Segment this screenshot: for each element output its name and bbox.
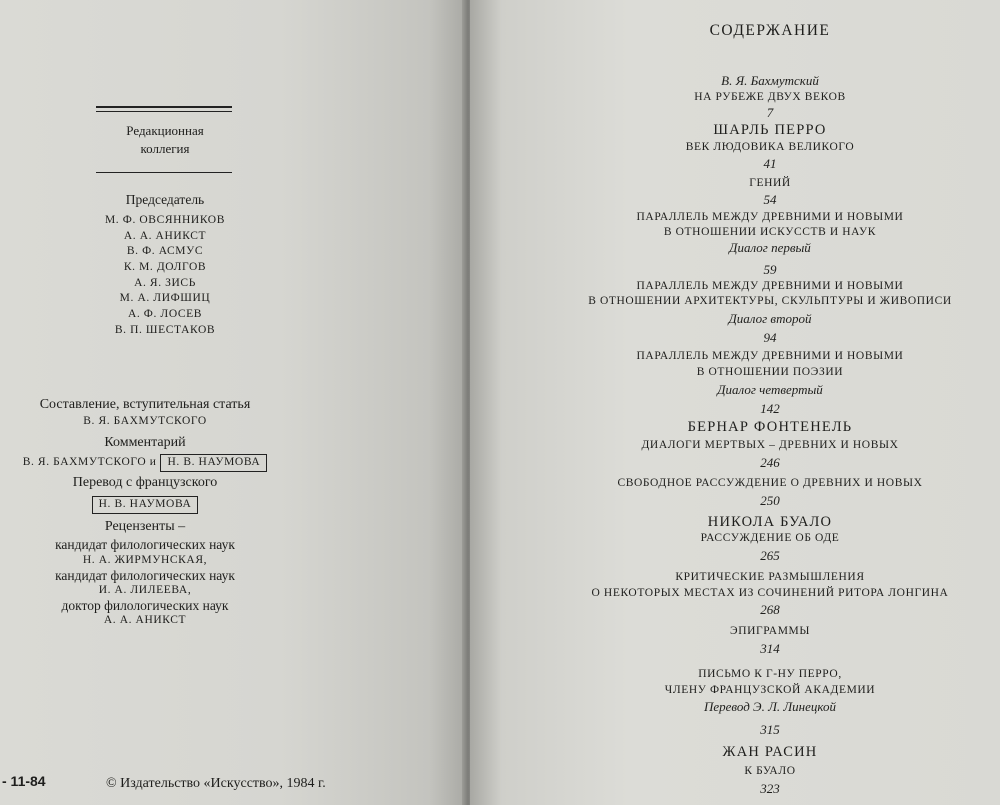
toc-page-number: 41 — [763, 156, 777, 171]
toc-page-number: 250 — [760, 493, 780, 508]
translation-label: Перевод с французского — [72, 475, 218, 490]
toc-title: ДИАЛОГИ МЕРТВЫХ – ДРЕВНИХ И НОВЫХ — [641, 439, 899, 451]
toc-page-number: 59 — [763, 262, 777, 277]
translation-boxed-name: Н. В. НАУМОВА — [92, 496, 199, 514]
member-name: А. А. АНИКСТ — [123, 230, 207, 242]
toc-page-number: 323 — [760, 781, 780, 796]
compilation-name: В. Я. БАХМУТСКОГО — [83, 415, 207, 427]
reviewers-label: Рецензенты – — [104, 519, 186, 534]
toc-page-number: 246 — [760, 455, 780, 470]
copyright-line: © Издательство «Искусство», 1984 г. — [106, 776, 326, 791]
toc-page-number: 268 — [760, 602, 780, 617]
toc-title: ПАРАЛЛЕЛЬ МЕЖДУ ДРЕВНИМИ И НОВЫМИ — [636, 280, 904, 292]
member-name: А. Я. ЗИСЬ — [134, 277, 196, 289]
toc-author: БЕРНАР ФОНТЕНЕЛЬ — [687, 419, 853, 435]
toc-title: ГЕНИЙ — [749, 177, 791, 189]
toc-page-number: 142 — [760, 401, 780, 416]
toc-subtitle: Диалог второй — [728, 311, 812, 326]
reviewer-title: кандидат филологических наук — [55, 537, 235, 552]
editorial-board-title-line-1: Редакционная — [126, 123, 204, 138]
toc-title: ПАРАЛЛЕЛЬ МЕЖДУ ДРЕВНИМИ И НОВЫМИ — [636, 350, 904, 362]
member-name: А. Ф. ЛОСЕВ — [127, 308, 203, 320]
top-rule-thin — [96, 111, 232, 112]
toc-title: В ОТНОШЕНИИ ИСКУССТВ И НАУК — [663, 226, 877, 238]
reviewer-name: Н. А. ЖИРМУНСКАЯ, — [82, 554, 208, 566]
commentary-line — [0, 453, 290, 472]
toc-subtitle: Диалог первый — [729, 240, 811, 255]
toc-page-number: 7 — [766, 105, 774, 120]
toc-title: О НЕКОТОРЫХ МЕСТАХ ИЗ СОЧИНЕНИЙ РИТОРА ЛОНГИНА — [591, 587, 949, 599]
toc-author: ЖАН РАСИН — [722, 744, 818, 760]
reviewer-title: доктор филологических наук — [61, 598, 229, 613]
member-name: В. Ф. АСМУС — [126, 245, 204, 257]
translation-line — [0, 495, 290, 514]
toc-title: ВЕК ЛЮДОВИКА ВЕЛИКОГО — [685, 141, 855, 153]
toc-title: ЭПИГРАММЫ — [730, 625, 810, 637]
toc-title: КРИТИЧЕСКИЕ РАЗМЫШЛЕНИЯ — [675, 571, 865, 583]
member-name: В. П. ШЕСТАКОВ — [114, 324, 216, 336]
toc-translator: Перевод Э. Л. Линецкой — [704, 699, 836, 714]
editorial-board-title-line-2: коллегия — [140, 141, 190, 156]
toc-page-number: 94 — [763, 330, 777, 345]
separator-rule — [96, 172, 232, 173]
toc-title: ПИСЬМО К Г-НУ ПЕРРО, — [698, 668, 842, 680]
toc-page-number: 265 — [760, 548, 780, 563]
contents-heading: СОДЕРЖАНИЕ — [709, 22, 831, 39]
toc-author: В. Я. Бахмутский — [721, 73, 819, 88]
toc-title: В ОТНОШЕНИИ ПОЭЗИИ — [696, 366, 844, 378]
compilation-label: Составление, вступительная статья — [39, 397, 251, 412]
toc-author: ШАРЛЬ ПЕРРО — [713, 122, 827, 138]
toc-title: ПАРАЛЛЕЛЬ МЕЖДУ ДРЕВНИМИ И НОВЫМИ — [636, 211, 904, 223]
toc-page-number: 54 — [763, 192, 777, 207]
member-name: К. М. ДОЛГОВ — [123, 261, 207, 273]
toc-title: К БУАЛО — [744, 765, 796, 777]
reviewer-name: И. А. ЛИЛЕЕВА, — [98, 584, 192, 596]
toc-title: НА РУБЕЖЕ ДВУХ ВЕКОВ — [694, 91, 846, 103]
toc-title: РАССУЖДЕНИЕ ОБ ОДЕ — [700, 532, 840, 544]
commentary-label: Комментарий — [104, 435, 186, 450]
top-rule — [96, 106, 232, 108]
reviewer-title: кандидат филологических наук — [55, 568, 235, 583]
right-page-contents — [470, 0, 1000, 805]
member-name: М. Ф. ОВСЯННИКОВ — [104, 214, 225, 226]
commentary-boxed-name: Н. В. НАУМОВА — [160, 454, 267, 472]
toc-title: В ОТНОШЕНИИ АРХИТЕКТУРЫ, СКУЛЬПТУРЫ И ЖИВОПИСИ — [588, 295, 952, 307]
catalog-code: - 11-84 — [2, 773, 46, 789]
toc-author: НИКОЛА БУАЛО — [707, 514, 833, 530]
member-name: М. А. ЛИФШИЦ — [119, 292, 211, 304]
toc-subtitle: Диалог четвертый — [717, 382, 823, 397]
commentary-names: В. Я. БАХМУТСКОГО и — [22, 456, 157, 468]
reviewer-name: А. А. АНИКСТ — [103, 614, 187, 626]
chairman-label: Председатель — [125, 192, 205, 207]
left-page — [0, 0, 466, 805]
toc-title: СВОБОДНОЕ РАССУЖДЕНИЕ О ДРЕВНИХ И НОВЫХ — [617, 477, 923, 489]
toc-page-number: 315 — [760, 722, 780, 737]
toc-title: ЧЛЕНУ ФРАНЦУЗСКОЙ АКАДЕМИИ — [664, 684, 876, 696]
toc-page-number: 314 — [760, 641, 780, 656]
